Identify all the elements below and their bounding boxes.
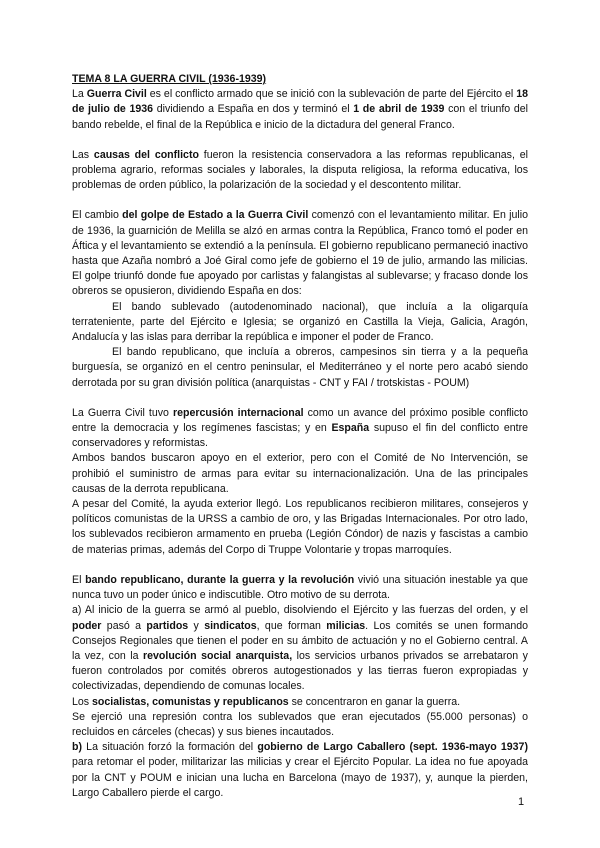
repercusion-paragraph: La Guerra Civil tuvo repercusión internacional como un avance del próximo posible conflicto entre la democracia y los regímenes fascistas; y en España supuso el fin del conflicto entre conservadores y reformistas. [72, 406, 529, 450]
bando-sublevado-paragraph: El bando sublevado (autodenominado nacional), que incluía a la oligarquía terrateniente, parte del Ejército e Iglesia; se organizó en Castilla la Vieja, Galicia, Aragón, Andalucía y las islas para derribar la república e imponer el poder de Franco. [72, 300, 528, 344]
bando-republicano-paragraph: El bando republicano, que incluía a obreros, campesinos sin tierra y a la pequeña burguesía, se organizó en el centro peninsular, el Mediterráneo y el norte pero acabó siendo derrotada por su gran división política (anarquistas - CNT y FAI / trotskistas - POUM) [72, 346, 528, 389]
ayuda-exterior-paragraph: A pesar del Comité, la ayuda exterior llegó. Los republicanos recibieron militares, consejeros y políticos comunistas de la URSS a cambio de oro, y las Brigadas Internacionales. Por otro lado, los sublevados recibieron armamento en prueba (Legión Cóndor) de nazis y fascistas a cambio de materias primas, además del Corpo di Truppe Volontarie y tropas marroquíes. [72, 498, 528, 556]
causas-paragraph: Las causas del conflicto fueron la resistencia conservadora a las reformas republicanas, el problema agrario, reformas sociales y laborales, la disputa religiosa, la reforma educativa, los problemas de orden público, la polarización de la sociedad y el descontento militar. [72, 148, 528, 192]
represion-paragraph: Se ejerció una represión contra los sublevados que eran ejecutados (55.000 personas) o recluidos en cárceles (checas) y sus bienes incautados. [72, 710, 528, 738]
socialistas-paragraph: Los socialistas, comunistas y republicanos se concentraron en ganar la guerra. [72, 695, 461, 708]
point-a-paragraph: a) Al inicio de la guerra se armó al pueblo, disolviendo el Ejército y las fuerzas del orden, y el poder pasó a partidos y sindicatos, que forman milicias. Los comités se unen formando Consejos Regionales que tienen el poder en su ámbito de actuación y no el Gobierno central. A la vez, con la revolución social anarquista, los servicios urbanos privados se arrebataron y fueron controlados por comités obreros autogestionados y las tierras fueron expropiadas y colectivizadas, dependiendo de comunas locales. [72, 604, 529, 693]
intro-paragraph: La Guerra Civil es el conflicto armado que se inició con la sublevación de parte del Ejército el 18 de julio de 1936 dividiendo a España en dos y terminó el 1 de abril de 1939 con el triunfo del bando rebelde, el final de la República e inicio de la dictadura del general Franco. [72, 88, 529, 131]
page-number: 1 [518, 796, 525, 808]
document-page [72, 72, 528, 801]
point-b-paragraph: b) La situación forzó la formación del gobierno de Largo Caballero (sept. 1936-mayo 1937) para retomar el poder, militarizar las milicias y crear el Ejército Popular. La idea no fue apoyada por la CNT y POUM e inician una lucha en Barcelona (mayo de 1937), y, aunque la pierden, Largo Caballero pierde el cargo. [72, 741, 528, 799]
bando-republicano-intro: El bando republicano, durante la guerra y la revolución vivió una situación inestable ya que nunca tuvo un poder único e indiscutible. Otro motivo de su derrota. [72, 573, 529, 602]
document-title: TEMA 8 LA GUERRA CIVIL (1936-1939) [72, 73, 267, 85]
golpe-paragraph: El cambio del golpe de Estado a la Guerra Civil comenzó con el levantamiento militar. En julio de 1936, la guarnición de Melilla se alzó en armas contra la República, Franco tomó el poder en Áftica y el levantamiento se extendió a la península. El gobierno republicano permaneció inactivo hasta que Azaña nombró a Joé Giral como jefe de gobierno el 19 de julio, armando las milicias. El golpe triunfó donde fue apoyado por carlistas y falangistas al sublevarse; y fracaso donde los obreros se opusieron, dividiendo España en dos: [72, 209, 528, 298]
no-intervencion-paragraph: Ambos bandos buscaron apoyo en el exterior, pero con el Comité de No Intervención, se prohibió el suministro de armas para evitar su internacionalización. Una de las principales causas de la derrota republicana. [72, 452, 528, 495]
